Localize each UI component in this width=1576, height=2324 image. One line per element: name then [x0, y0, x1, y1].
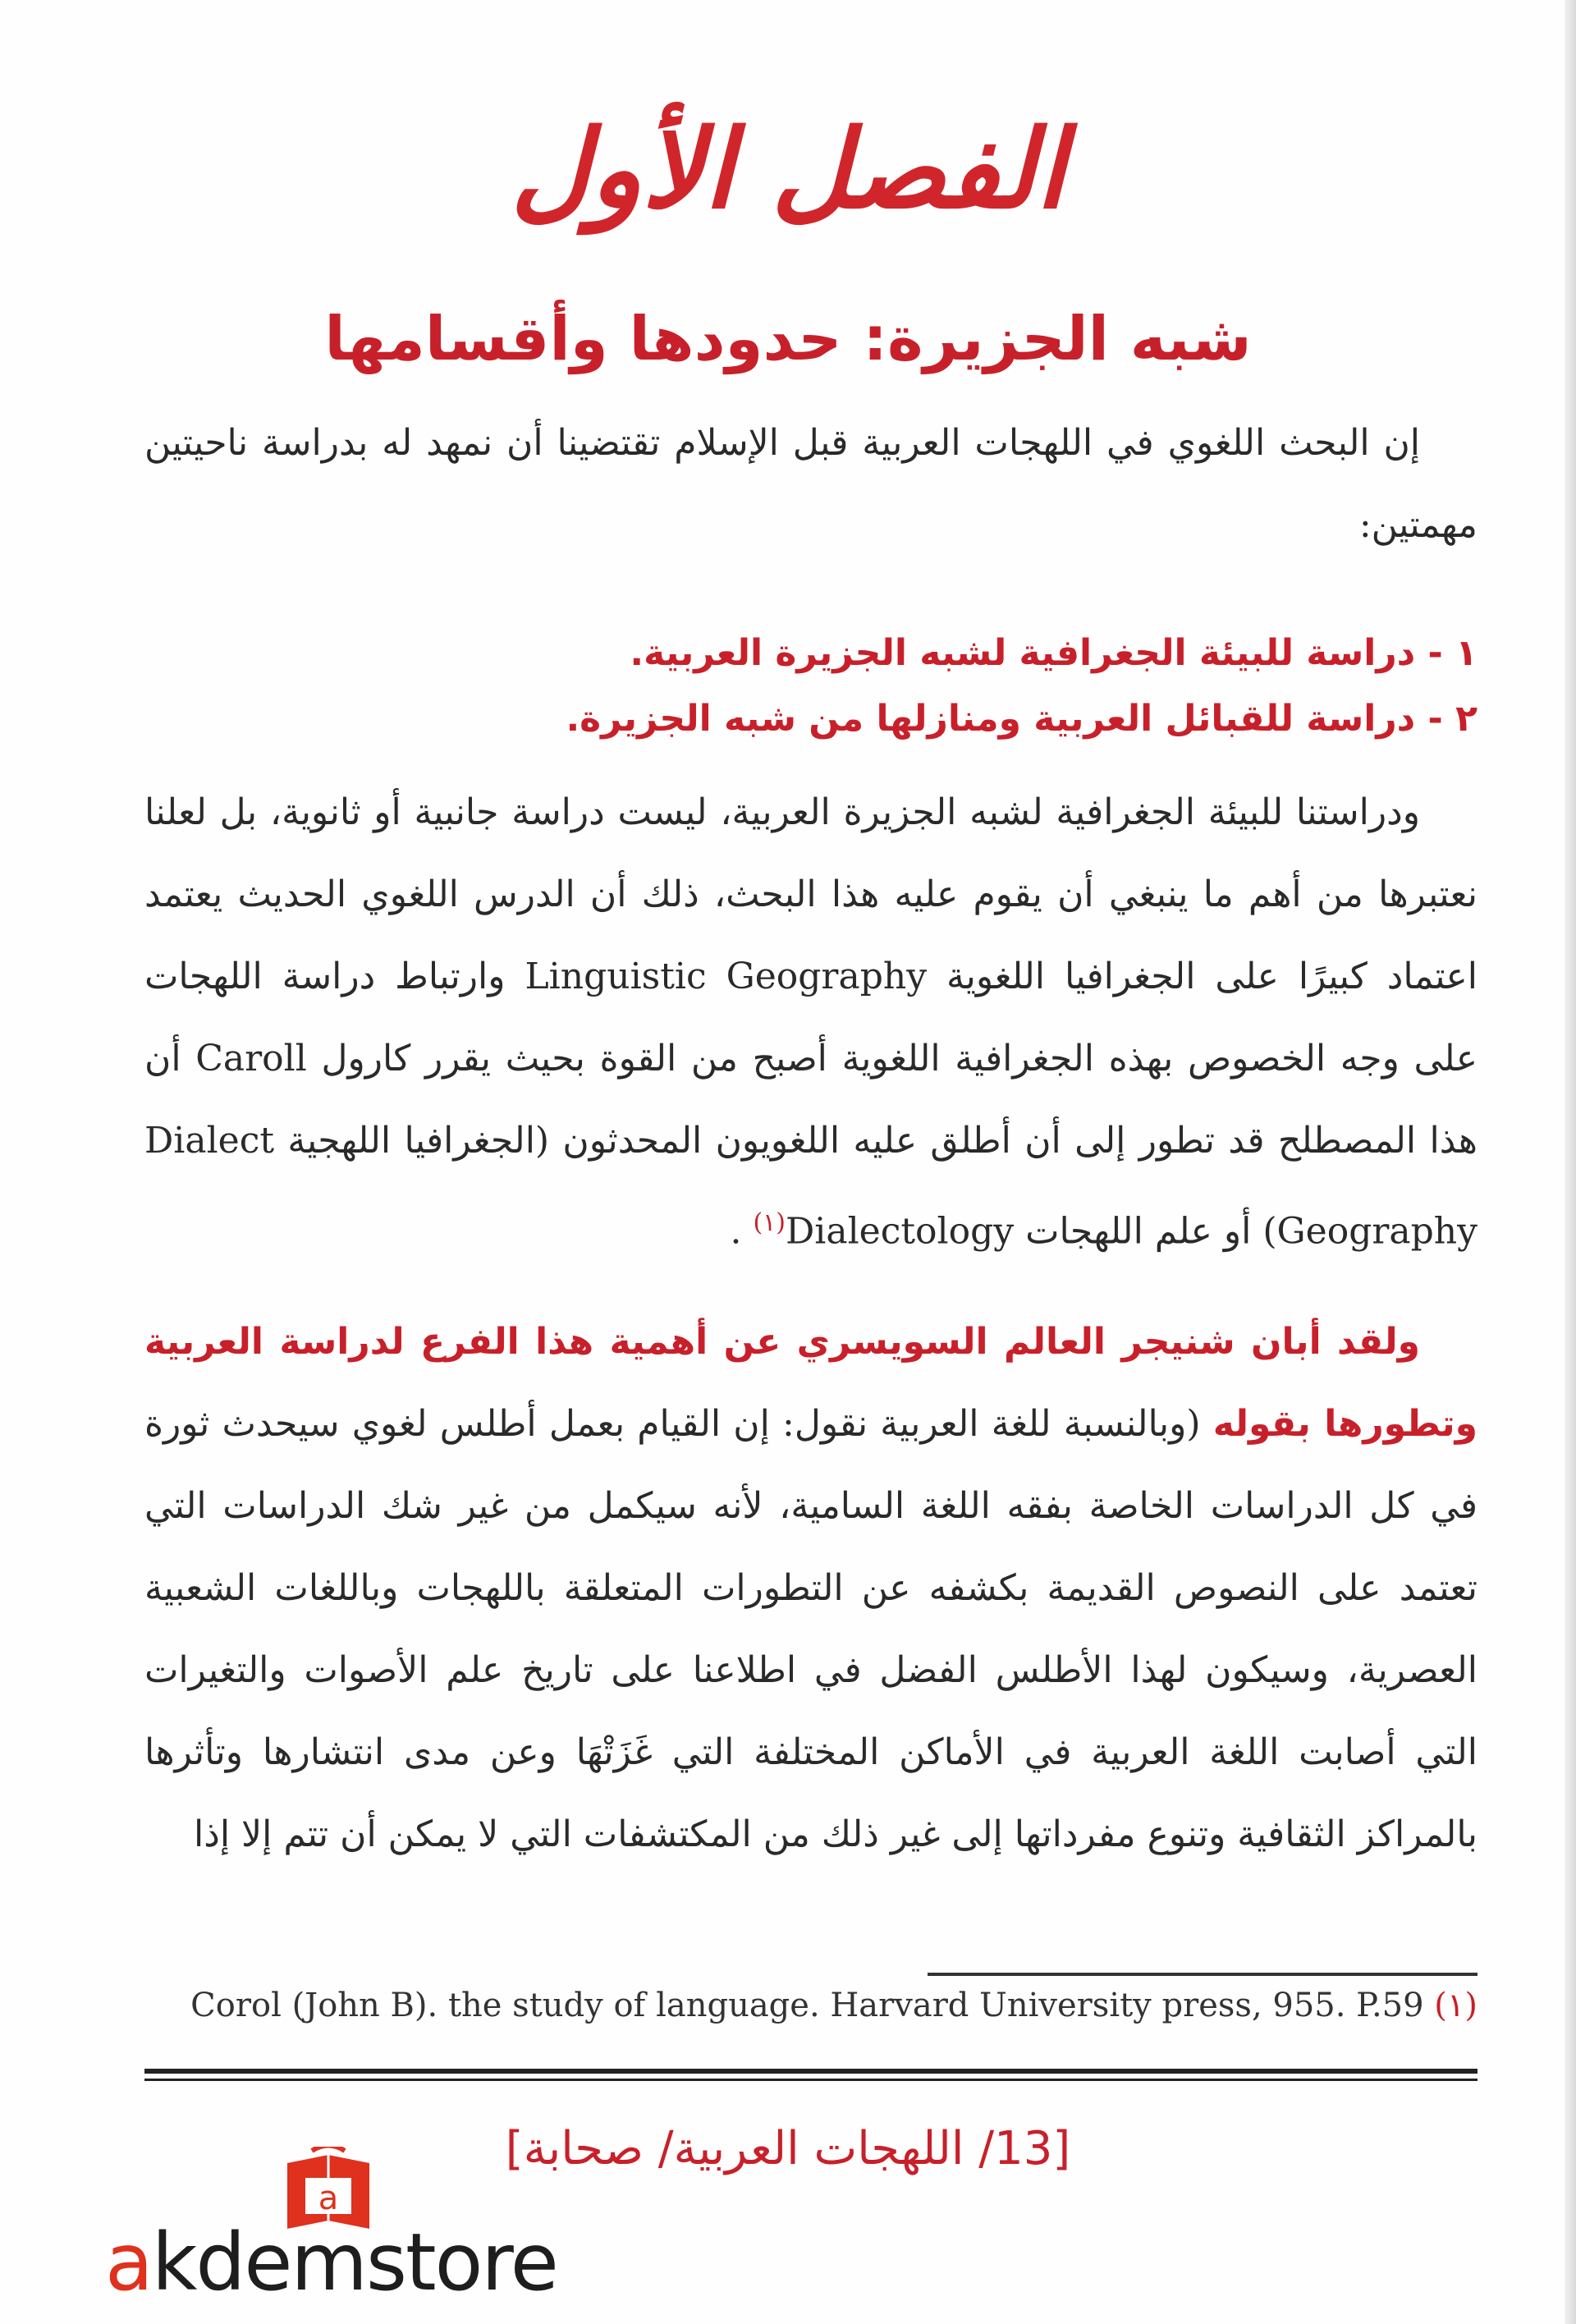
paragraph-3-lead: ولقد أبان شنيجر العالم السويسري عن أهمية هذا الفرع لدراسة العربية وتطورها بقوله: [144, 1321, 1478, 1445]
footnote: [144, 1987, 1478, 2024]
list-item-1: ١ - دراسة للبيئة الجغرافية لشبه الجزيرة العربية.: [630, 632, 1478, 674]
footer-rule-thin: [144, 2079, 1478, 2081]
paragraph-1: إن البحث اللغوي في اللهجات العربية قبل الإسلام تقتضينا أن نمهد له بدراسة ناحيتين مهمتين:: [144, 422, 1478, 546]
store-logo-letter: a: [318, 2180, 339, 2217]
footnote-text: Corol (John B). the study of language. Harvard University press, 955. P.59: [190, 1987, 1435, 2024]
section-title: شبه الجزيرة: حدودها وأقسامها: [324, 304, 1252, 374]
footer-rule-thick: [144, 2069, 1478, 2074]
store-watermark-rest: kdemstore: [151, 2216, 557, 2308]
chapter-heading: الفصل الأول: [511, 107, 1065, 233]
paragraph-2-text: ودراستنا للبيئة الجغرافية لشبه الجزيرة العربية، ليست دراسة جانبية أو ثانوية، بل لعلنا نعتبرها من أهم ما ينبغي أن يقوم عليه هذا البحث، ذلك أن الدرس اللغوي الحديث يعتمد اعتماد كبيرًا على الجغرافيا اللغوية Linguistic Geography وارتباط دراسة اللهجات على وجه الخصوص بهذه الجغرافية اللغوية أصبح من القوة بحيث يقرر كارول Caroll أن هذا المصطلح قد تطور إلى أن أطلق عليه اللغويون المحدثون (الجغرافيا اللهجية Dialect Geography) أو علم اللهجات Dialectology: [144, 791, 1478, 1253]
store-watermark-a: a: [105, 2216, 152, 2308]
paragraph-3-text: (وبالنسبة للغة العربية نقول: إن القيام بعمل أطلس لغوي سيحدث ثورة في كل الدراسات الخاصة بفقه اللغة السامية، لأنه سيكمل من غير شك الدراسات التي تعتمد على النصوص القديمة بكشفه عن التطورات المتعلقة باللهجات وباللغات الشعبية العصرية، وسيكون لهذا الأطلس الفضل في اطلاعنا على تاريخ علم الأصوات والتغيرات التي أصابت اللغة العربية في الأماكن المختلفة التي غَزَتْهَا وعن مدى انتشارها وتأثرها بالمراكز الثقافية وتنوع مفرداتها إلى غير ذلك من المكتشفات التي لا يمكن أن تتم إلا إذا: [144, 1403, 1478, 1855]
paragraph-2-end: .: [730, 1210, 754, 1253]
paragraph-3: [144, 1301, 1478, 1876]
store-watermark: [105, 2216, 557, 2308]
footnote-divider: [928, 1973, 1478, 1976]
footnote-number: (١): [1434, 1987, 1478, 2024]
list-item-2: ٢ - دراسة للقبائل العربية ومنازلها من شبه الجزيرة.: [566, 698, 1478, 740]
paragraph-2: [144, 772, 1478, 1273]
running-footer: [13/ اللهجات العربية/ صحابة]: [505, 2122, 1071, 2175]
footnote-marker[interactable]: (١): [753, 1208, 786, 1237]
